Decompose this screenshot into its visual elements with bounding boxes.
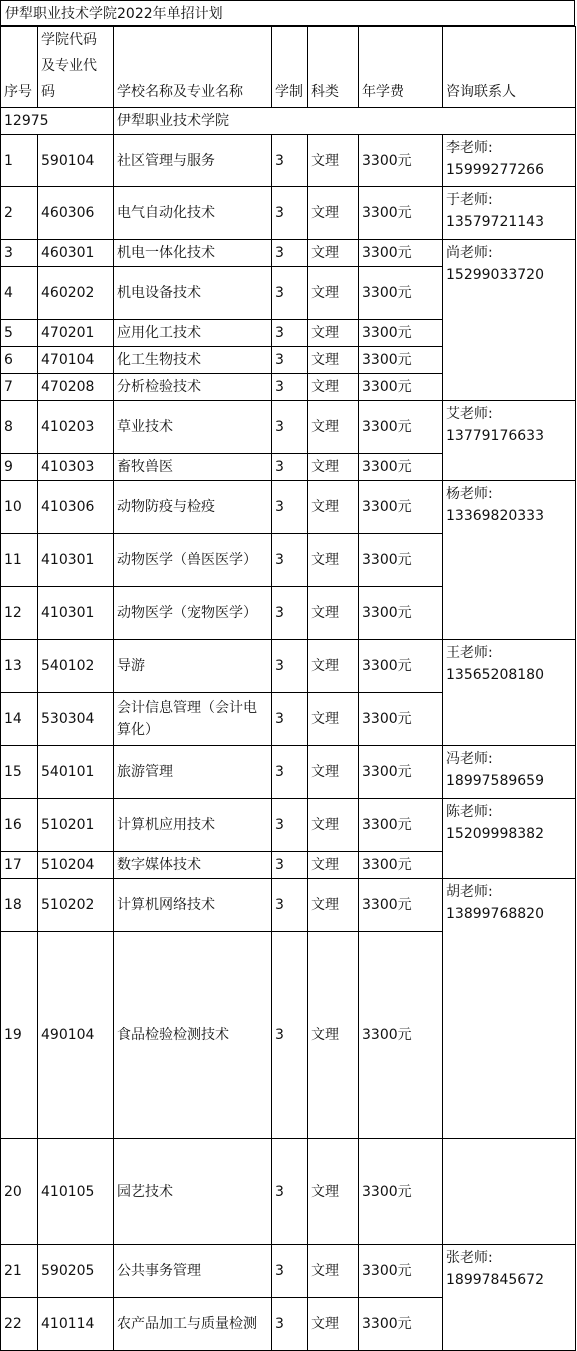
row-fee: 3300元 bbox=[359, 879, 443, 932]
row-fee: 3300元 bbox=[359, 187, 443, 240]
row-subject: 文理 bbox=[308, 320, 359, 347]
table-row bbox=[1, 1245, 576, 1298]
row-subject: 文理 bbox=[308, 401, 359, 454]
row-fee: 3300元 bbox=[359, 135, 443, 187]
row-seq: 7 bbox=[1, 374, 38, 401]
contact-name: 冯老师: bbox=[446, 751, 493, 767]
row-code: 490104 bbox=[38, 932, 114, 1139]
row-years: 3 bbox=[272, 240, 308, 267]
table-row bbox=[1, 187, 576, 240]
contact-phone: 15209998382 bbox=[446, 826, 544, 842]
row-code: 410301 bbox=[38, 587, 114, 640]
table-row bbox=[1, 401, 576, 454]
contact-name: 李老师: bbox=[446, 140, 493, 156]
row-years: 3 bbox=[272, 693, 308, 746]
sheet-title: 伊犁职业技术学院2022年单招计划 bbox=[0, 0, 575, 26]
row-code: 590205 bbox=[38, 1245, 114, 1298]
row-fee: 3300元 bbox=[359, 1245, 443, 1298]
row-years: 3 bbox=[272, 267, 308, 320]
row-seq: 3 bbox=[1, 240, 38, 267]
row-fee: 3300元 bbox=[359, 454, 443, 481]
row-subject: 文理 bbox=[308, 1139, 359, 1245]
row-name: 食品检验检测技术 bbox=[114, 932, 272, 1139]
row-subject: 文理 bbox=[308, 852, 359, 879]
row-code: 540101 bbox=[38, 746, 114, 799]
contact-cell bbox=[443, 401, 576, 481]
row-seq: 22 bbox=[1, 1298, 38, 1351]
row-seq: 16 bbox=[1, 799, 38, 852]
row-subject: 文理 bbox=[308, 640, 359, 693]
contact-phone: 15999277266 bbox=[446, 162, 544, 178]
row-name: 动物医学（宠物医学） bbox=[114, 587, 272, 640]
row-code: 470208 bbox=[38, 374, 114, 401]
row-code: 510201 bbox=[38, 799, 114, 852]
contact-name: 陈老师: bbox=[446, 804, 493, 820]
table-row bbox=[1, 240, 576, 267]
contact-name: 艾老师: bbox=[446, 406, 493, 422]
row-subject: 文理 bbox=[308, 1245, 359, 1298]
row-code: 460202 bbox=[38, 267, 114, 320]
row-years: 3 bbox=[272, 481, 308, 534]
row-fee: 3300元 bbox=[359, 746, 443, 799]
row-years: 3 bbox=[272, 587, 308, 640]
row-years: 3 bbox=[272, 454, 308, 481]
row-name: 导游 bbox=[114, 640, 272, 693]
row-name: 社区管理与服务 bbox=[114, 135, 272, 187]
header-fee: 年学费 bbox=[359, 27, 443, 108]
contact-cell bbox=[443, 135, 576, 187]
row-subject: 文理 bbox=[308, 481, 359, 534]
row-seq: 2 bbox=[1, 187, 38, 240]
row-years: 3 bbox=[272, 746, 308, 799]
row-name: 电气自动化技术 bbox=[114, 187, 272, 240]
row-seq: 9 bbox=[1, 454, 38, 481]
row-seq: 4 bbox=[1, 267, 38, 320]
row-fee: 3300元 bbox=[359, 481, 443, 534]
row-fee: 3300元 bbox=[359, 240, 443, 267]
table-row bbox=[1, 481, 576, 534]
row-name: 计算机网络技术 bbox=[114, 879, 272, 932]
header-name: 学校名称及专业名称 bbox=[114, 27, 272, 108]
contact-name: 于老师: bbox=[446, 192, 493, 208]
table-row bbox=[1, 640, 576, 693]
row-years: 3 bbox=[272, 347, 308, 374]
row-fee: 3300元 bbox=[359, 374, 443, 401]
row-seq: 8 bbox=[1, 401, 38, 454]
row-subject: 文理 bbox=[308, 746, 359, 799]
row-years: 3 bbox=[272, 135, 308, 187]
row-seq: 10 bbox=[1, 481, 38, 534]
row-name: 会计信息管理（会计电算化） bbox=[114, 693, 272, 746]
row-code: 410306 bbox=[38, 481, 114, 534]
table-row bbox=[1, 135, 576, 187]
row-fee: 3300元 bbox=[359, 1139, 443, 1245]
row-name: 机电一体化技术 bbox=[114, 240, 272, 267]
row-years: 3 bbox=[272, 640, 308, 693]
row-subject: 文理 bbox=[308, 534, 359, 587]
row-years: 3 bbox=[272, 879, 308, 932]
row-code: 510204 bbox=[38, 852, 114, 879]
contact-cell bbox=[443, 1245, 576, 1351]
contact-phone: 13579721143 bbox=[446, 214, 544, 230]
row-seq: 12 bbox=[1, 587, 38, 640]
school-row bbox=[1, 108, 576, 135]
row-name: 数字媒体技术 bbox=[114, 852, 272, 879]
row-seq: 18 bbox=[1, 879, 38, 932]
row-fee: 3300元 bbox=[359, 347, 443, 374]
contact-phone: 18997589659 bbox=[446, 773, 544, 789]
contact-name: 王老师: bbox=[446, 645, 493, 661]
row-fee: 3300元 bbox=[359, 320, 443, 347]
header-seq: 序号 bbox=[1, 27, 38, 108]
row-seq: 17 bbox=[1, 852, 38, 879]
enrollment-table bbox=[0, 26, 576, 1351]
row-subject: 文理 bbox=[308, 347, 359, 374]
row-years: 3 bbox=[272, 320, 308, 347]
header-row bbox=[1, 27, 576, 108]
row-years: 3 bbox=[272, 1139, 308, 1245]
row-subject: 文理 bbox=[308, 799, 359, 852]
row-name: 动物防疫与检疫 bbox=[114, 481, 272, 534]
row-name: 畜牧兽医 bbox=[114, 454, 272, 481]
row-seq: 1 bbox=[1, 135, 38, 187]
row-subject: 文理 bbox=[308, 932, 359, 1139]
row-seq: 6 bbox=[1, 347, 38, 374]
row-name: 草业技术 bbox=[114, 401, 272, 454]
row-code: 410303 bbox=[38, 454, 114, 481]
contact-phone: 18997845672 bbox=[446, 1272, 544, 1288]
contact-name: 尚老师: bbox=[446, 245, 493, 261]
row-fee: 3300元 bbox=[359, 932, 443, 1139]
row-seq: 14 bbox=[1, 693, 38, 746]
row-fee: 3300元 bbox=[359, 693, 443, 746]
school-name: 伊犁职业技术学院 bbox=[114, 108, 576, 135]
row-seq: 21 bbox=[1, 1245, 38, 1298]
contact-name: 张老师: bbox=[446, 1250, 493, 1266]
contact-phone: 13779176633 bbox=[446, 428, 544, 444]
row-fee: 3300元 bbox=[359, 852, 443, 879]
contact-phone: 15299033720 bbox=[446, 267, 544, 283]
contact-phone: 13899768820 bbox=[446, 906, 544, 922]
row-years: 3 bbox=[272, 799, 308, 852]
contact-name: 胡老师: bbox=[446, 884, 493, 900]
row-name: 园艺技术 bbox=[114, 1139, 272, 1245]
contact-phone: 13369820333 bbox=[446, 508, 544, 524]
row-subject: 文理 bbox=[308, 267, 359, 320]
row-code: 410301 bbox=[38, 534, 114, 587]
row-years: 3 bbox=[272, 932, 308, 1139]
row-code: 460306 bbox=[38, 187, 114, 240]
row-seq: 15 bbox=[1, 746, 38, 799]
row-code: 470104 bbox=[38, 347, 114, 374]
row-fee: 3300元 bbox=[359, 401, 443, 454]
row-fee: 3300元 bbox=[359, 1298, 443, 1351]
contact-cell bbox=[443, 481, 576, 640]
table-row bbox=[1, 879, 576, 932]
row-fee: 3300元 bbox=[359, 640, 443, 693]
contact-cell bbox=[443, 799, 576, 879]
row-name: 公共事务管理 bbox=[114, 1245, 272, 1298]
row-code: 540102 bbox=[38, 640, 114, 693]
row-years: 3 bbox=[272, 534, 308, 587]
row-fee: 3300元 bbox=[359, 799, 443, 852]
header-years: 学制 bbox=[272, 27, 308, 108]
row-years: 3 bbox=[272, 852, 308, 879]
row-code: 510202 bbox=[38, 879, 114, 932]
row-code: 410114 bbox=[38, 1298, 114, 1351]
row-code: 410203 bbox=[38, 401, 114, 454]
row-subject: 文理 bbox=[308, 693, 359, 746]
row-name: 分析检验技术 bbox=[114, 374, 272, 401]
row-subject: 文理 bbox=[308, 240, 359, 267]
row-subject: 文理 bbox=[308, 454, 359, 481]
header-code: 学院代码及专业代码 bbox=[38, 27, 114, 108]
row-years: 3 bbox=[272, 1298, 308, 1351]
row-subject: 文理 bbox=[308, 374, 359, 401]
contact-cell bbox=[443, 879, 576, 1139]
row-years: 3 bbox=[272, 1245, 308, 1298]
row-years: 3 bbox=[272, 187, 308, 240]
row-code: 590104 bbox=[38, 135, 114, 187]
row-name: 旅游管理 bbox=[114, 746, 272, 799]
row-name: 机电设备技术 bbox=[114, 267, 272, 320]
row-fee: 3300元 bbox=[359, 534, 443, 587]
school-code: 12975 bbox=[1, 108, 114, 135]
row-subject: 文理 bbox=[308, 135, 359, 187]
contact-cell bbox=[443, 640, 576, 746]
table-row bbox=[1, 746, 576, 799]
row-fee: 3300元 bbox=[359, 267, 443, 320]
row-subject: 文理 bbox=[308, 187, 359, 240]
contact-cell bbox=[443, 187, 576, 240]
row-seq: 20 bbox=[1, 1139, 38, 1245]
row-name: 应用化工技术 bbox=[114, 320, 272, 347]
row-code: 460301 bbox=[38, 240, 114, 267]
row-seq: 5 bbox=[1, 320, 38, 347]
row-subject: 文理 bbox=[308, 1298, 359, 1351]
row-code: 470201 bbox=[38, 320, 114, 347]
contact-name: 杨老师: bbox=[446, 486, 493, 502]
header-subject: 科类 bbox=[308, 27, 359, 108]
row-subject: 文理 bbox=[308, 879, 359, 932]
contact-cell bbox=[443, 240, 576, 401]
row-name: 动物医学（兽医医学） bbox=[114, 534, 272, 587]
row-seq: 11 bbox=[1, 534, 38, 587]
row-seq: 19 bbox=[1, 932, 38, 1139]
row-code: 410105 bbox=[38, 1139, 114, 1245]
row-code: 530304 bbox=[38, 693, 114, 746]
row-seq: 13 bbox=[1, 640, 38, 693]
header-contact: 咨询联系人 bbox=[443, 27, 576, 108]
row-subject: 文理 bbox=[308, 587, 359, 640]
row-years: 3 bbox=[272, 401, 308, 454]
table-row bbox=[1, 799, 576, 852]
row-fee: 3300元 bbox=[359, 587, 443, 640]
contact-phone: 13565208180 bbox=[446, 667, 544, 683]
row-name: 计算机应用技术 bbox=[114, 799, 272, 852]
row-name: 化工生物技术 bbox=[114, 347, 272, 374]
row-years: 3 bbox=[272, 374, 308, 401]
row-name: 农产品加工与质量检测 bbox=[114, 1298, 272, 1351]
table-row bbox=[1, 1139, 576, 1245]
contact-cell bbox=[443, 746, 576, 799]
